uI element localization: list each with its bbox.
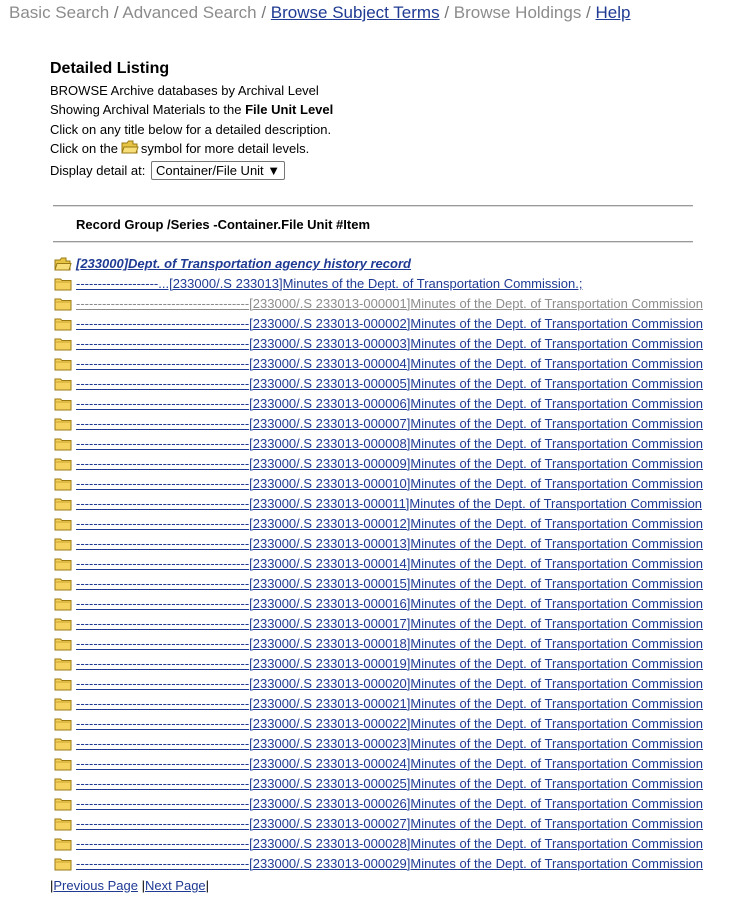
display-detail-select[interactable]	[151, 161, 285, 180]
file-unit-row	[54, 574, 714, 594]
folder-icon[interactable]	[54, 797, 72, 811]
folder-icon[interactable]	[54, 537, 72, 551]
file-unit-indent: ----------------------------------------	[76, 536, 250, 551]
file-unit-indent: ----------------------------------------	[76, 356, 250, 371]
file-unit-indent: ----------------------------------------	[76, 516, 250, 531]
folder-icon[interactable]	[54, 577, 72, 591]
symbol-prefix: Click on the	[50, 141, 118, 156]
file-unit-label: [233000/.S 233013-000016]Minutes of the Dept. of Transportation Commission	[249, 596, 704, 611]
file-unit-indent: ----------------------------------------	[76, 836, 250, 851]
file-unit-indent: ----------------------------------------	[76, 756, 250, 771]
file-unit-row	[54, 754, 714, 774]
pager	[50, 878, 209, 893]
file-unit-label: [233000/.S 233013-000019]Minutes of the Dept. of Transportation Commission	[249, 656, 704, 671]
file-unit-row	[54, 854, 714, 874]
top-navigation	[9, 3, 630, 23]
file-unit-link[interactable]	[76, 534, 703, 554]
file-unit-link[interactable]	[76, 394, 703, 414]
file-unit-indent: ----------------------------------------	[76, 856, 250, 871]
open-folder-icon[interactable]	[54, 257, 72, 271]
folder-icon[interactable]	[54, 457, 72, 471]
file-unit-label: [233000/.S 233013-000004]Minutes of the Dept. of Transportation Commission	[249, 356, 704, 371]
file-unit-indent: ----------------------------------------	[76, 576, 250, 591]
file-unit-row	[54, 374, 714, 394]
file-unit-indent: ----------------------------------------	[76, 396, 250, 411]
file-unit-row	[54, 294, 714, 314]
file-unit-link[interactable]	[76, 354, 703, 374]
file-unit-indent: ----------------------------------------	[76, 616, 250, 631]
nav-advanced-search[interactable]: Advanced Search	[122, 3, 257, 22]
file-unit-row	[54, 714, 714, 734]
file-unit-link[interactable]	[76, 574, 703, 594]
folder-icon[interactable]	[54, 657, 72, 671]
file-unit-label: [233000/.S 233013-000027]Minutes of the Dept. of Transportation Commission	[249, 816, 704, 831]
file-unit-label: [233000/.S 233013-000006]Minutes of the Dept. of Transportation Commission	[249, 396, 704, 411]
intro-section	[50, 59, 333, 180]
file-unit-row	[54, 654, 714, 674]
folder-icon[interactable]	[54, 397, 72, 411]
folder-icon[interactable]	[54, 777, 72, 791]
folder-icon[interactable]	[54, 517, 72, 531]
file-unit-label: [233000/.S 233013-000014]Minutes of the Dept. of Transportation Commission	[249, 556, 704, 571]
folder-icon[interactable]	[54, 737, 72, 751]
file-unit-row	[54, 494, 714, 514]
display-detail-row	[50, 161, 333, 181]
file-unit-link[interactable]	[76, 834, 703, 854]
file-unit-indent: ----------------------------------------	[76, 636, 250, 651]
file-unit-label: [233000/.S 233013-000007]Minutes of the Dept. of Transportation Commission	[249, 416, 704, 431]
file-unit-indent: ----------------------------------------	[76, 416, 250, 431]
file-unit-link[interactable]	[76, 334, 703, 354]
file-unit-link[interactable]	[76, 554, 703, 574]
folder-icon[interactable]	[54, 617, 72, 631]
file-unit-link[interactable]	[76, 314, 703, 334]
file-unit-link[interactable]	[76, 814, 703, 834]
file-unit-link[interactable]	[76, 774, 703, 794]
divider-top	[53, 205, 693, 207]
display-detail-label: Display detail at:	[50, 162, 146, 178]
file-unit-link[interactable]	[76, 514, 703, 534]
file-unit-label: [233000/.S 233013-000010]Minutes of the Dept. of Transportation Commission	[249, 476, 704, 491]
pager-separator: |	[50, 878, 54, 893]
file-unit-indent: ----------------------------------------	[76, 656, 250, 671]
folder-icon[interactable]	[54, 417, 72, 431]
folder-icon[interactable]	[54, 837, 72, 851]
file-unit-row	[54, 474, 714, 494]
level-prefix: Showing Archival Materials to the	[50, 102, 246, 117]
nav-browse-subject-terms[interactable]: Browse Subject Terms	[270, 3, 440, 22]
file-unit-row	[54, 614, 714, 634]
pager-separator: |	[137, 878, 145, 893]
file-unit-label: [233000/.S 233013-000009]Minutes of the Dept. of Transportation Commission	[249, 456, 704, 471]
file-unit-link[interactable]	[76, 694, 703, 714]
folder-icon[interactable]	[54, 497, 72, 511]
file-unit-label: [233000/.S 233013-000018]Minutes of the Dept. of Transportation Commission	[249, 636, 704, 651]
intro-line-symbol	[50, 139, 333, 159]
file-unit-label: [233000/.S 233013-000002]Minutes of the Dept. of Transportation Commission	[249, 316, 704, 331]
folder-icon[interactable]	[54, 557, 72, 571]
series-row	[54, 274, 714, 294]
file-unit-list	[54, 294, 714, 874]
file-unit-link[interactable]	[76, 794, 703, 814]
file-unit-label: [233000/.S 233013-000017]Minutes of the Dept. of Transportation Commission	[249, 616, 704, 631]
file-unit-row	[54, 814, 714, 834]
file-unit-indent: ----------------------------------------	[76, 556, 250, 571]
nav-separator: /	[109, 3, 123, 22]
file-unit-indent: ----------------------------------------	[76, 816, 250, 831]
file-unit-label: [233000/.S 233013-000005]Minutes of the Dept. of Transportation Commission	[249, 376, 704, 391]
nav-help[interactable]: Help	[595, 3, 631, 22]
file-unit-label: [233000/.S 233013-000021]Minutes of the Dept. of Transportation Commission	[249, 696, 704, 711]
folder-icon[interactable]	[54, 717, 72, 731]
next-page-link[interactable]: Next Page	[144, 878, 206, 893]
record-group-row	[54, 254, 714, 274]
file-unit-indent: ----------------------------------------	[76, 776, 250, 791]
file-unit-row	[54, 334, 714, 354]
nav-basic-search[interactable]: Basic Search	[9, 3, 110, 22]
file-unit-indent: ----------------------------------------	[76, 496, 250, 511]
intro-line-browse: BROWSE Archive databases by Archival Level	[50, 82, 319, 98]
folder-icon[interactable]	[54, 477, 72, 491]
folder-icon[interactable]	[54, 637, 72, 651]
intro-line-level	[50, 100, 333, 120]
file-unit-link[interactable]	[76, 634, 703, 654]
file-unit-label: [233000/.S 233013-000008]Minutes of the Dept. of Transportation Commission	[249, 436, 704, 451]
file-unit-label: [233000/.S 233013-000024]Minutes of the Dept. of Transportation Commission	[249, 756, 704, 771]
folder-icon[interactable]	[54, 317, 72, 331]
file-unit-label: [233000/.S 233013-000012]Minutes of the Dept. of Transportation Commission	[249, 516, 704, 531]
file-unit-row	[54, 414, 714, 434]
previous-page-link[interactable]: Previous Page	[53, 878, 138, 893]
file-unit-row	[54, 454, 714, 474]
file-unit-label: [233000/.S 233013-000026]Minutes of the Dept. of Transportation Commission	[249, 796, 704, 811]
folder-icon[interactable]	[54, 857, 72, 871]
file-unit-link[interactable]	[76, 494, 702, 514]
file-unit-row	[54, 734, 714, 754]
level-value: File Unit Level	[245, 102, 334, 117]
file-unit-link[interactable]	[76, 474, 703, 494]
file-unit-indent: ----------------------------------------	[76, 296, 250, 311]
file-unit-label: [233000/.S 233013-000003]Minutes of the Dept. of Transportation Commission	[249, 336, 704, 351]
file-unit-label: [233000/.S 233013-000029]Minutes of the Dept. of Transportation Commission	[249, 856, 704, 871]
archive-listing	[54, 254, 714, 874]
file-unit-indent: ----------------------------------------	[76, 716, 250, 731]
file-unit-row	[54, 694, 714, 714]
file-unit-indent: ----------------------------------------	[76, 436, 250, 451]
file-unit-label: [233000/.S 233013-000025]Minutes of the Dept. of Transportation Commission	[249, 776, 704, 791]
pager-separator: |	[205, 878, 210, 893]
file-unit-row	[54, 774, 714, 794]
file-unit-indent: ----------------------------------------	[76, 796, 250, 811]
nav-separator: /	[256, 3, 271, 22]
file-unit-row	[54, 794, 714, 814]
file-unit-indent: ----------------------------------------	[76, 676, 250, 691]
file-unit-label: [233000/.S 233013-000011]Minutes of the Dept. of Transportation Commission	[249, 496, 703, 511]
file-unit-link[interactable]	[76, 454, 703, 474]
file-unit-row	[54, 394, 714, 414]
file-unit-indent: ----------------------------------------	[76, 376, 250, 391]
file-unit-link[interactable]	[76, 434, 703, 454]
file-unit-row	[54, 314, 714, 334]
folder-icon[interactable]	[54, 677, 72, 691]
file-unit-link[interactable]	[76, 614, 703, 634]
folder-icon[interactable]	[54, 277, 72, 291]
file-unit-row	[54, 674, 714, 694]
folder-icon[interactable]	[54, 337, 72, 351]
intro-line-click-title: Click on any title below for a detailed description.	[50, 121, 332, 137]
folder-icon[interactable]	[54, 437, 72, 451]
file-unit-link[interactable]	[76, 674, 703, 694]
file-unit-row	[54, 634, 714, 654]
series-link[interactable]: -------------------...[233000/.S 233013]Minutes of the Dept. of Transportation Commission.;	[76, 276, 583, 291]
file-unit-indent: ----------------------------------------	[76, 316, 250, 331]
file-unit-row	[54, 554, 714, 574]
column-header: Record Group /Series -Container.File Unit #Item	[76, 217, 371, 232]
open-folder-icon	[121, 139, 139, 155]
file-unit-label: [233000/.S 233013-000028]Minutes of the Dept. of Transportation Commission	[249, 836, 704, 851]
folder-icon[interactable]	[54, 297, 72, 311]
file-unit-row	[54, 514, 714, 534]
file-unit-row	[54, 534, 714, 554]
file-unit-label: [233000/.S 233013-000013]Minutes of the Dept. of Transportation Commission	[249, 536, 704, 551]
folder-icon[interactable]	[54, 377, 72, 391]
file-unit-row	[54, 434, 714, 454]
file-unit-label: [233000/.S 233013-000023]Minutes of the Dept. of Transportation Commission	[249, 736, 704, 751]
file-unit-link[interactable]	[76, 294, 703, 314]
file-unit-row	[54, 354, 714, 374]
folder-icon[interactable]	[54, 757, 72, 771]
folder-icon[interactable]	[54, 597, 72, 611]
symbol-suffix: symbol for more detail levels.	[140, 141, 310, 156]
file-unit-link[interactable]	[76, 754, 703, 774]
file-unit-indent: ----------------------------------------	[76, 456, 250, 471]
file-unit-indent: ----------------------------------------	[76, 336, 250, 351]
file-unit-link[interactable]	[76, 714, 703, 734]
file-unit-link[interactable]	[76, 414, 703, 434]
page-title: Detailed Listing	[50, 60, 170, 77]
file-unit-label: [233000/.S 233013-000020]Minutes of the Dept. of Transportation Commission	[249, 676, 704, 691]
folder-icon[interactable]	[54, 697, 72, 711]
file-unit-link[interactable]	[76, 594, 703, 614]
file-unit-label: [233000/.S 233013-000022]Minutes of the Dept. of Transportation Commission	[249, 716, 704, 731]
file-unit-link[interactable]	[76, 374, 703, 394]
file-unit-label: [233000/.S 233013-000015]Minutes of the Dept. of Transportation Commission	[249, 576, 704, 591]
file-unit-indent: ----------------------------------------	[76, 596, 250, 611]
file-unit-link[interactable]	[76, 854, 703, 874]
nav-browse-holdings[interactable]: Browse Holdings	[453, 3, 582, 22]
record-group-link[interactable]: [233000]Dept. of Transportation agency history record	[76, 256, 411, 271]
file-unit-link[interactable]	[76, 654, 703, 674]
divider-bottom	[53, 241, 693, 243]
file-unit-row	[54, 834, 714, 854]
file-unit-indent: ----------------------------------------	[76, 736, 250, 751]
file-unit-link[interactable]	[76, 734, 703, 754]
nav-separator: /	[439, 3, 454, 22]
nav-separator: /	[581, 3, 596, 22]
chevron-down-icon: ▼	[267, 162, 281, 178]
display-detail-value: Container/File Unit	[156, 162, 264, 178]
folder-icon[interactable]	[54, 357, 72, 371]
file-unit-indent: ----------------------------------------	[76, 476, 250, 491]
file-unit-row	[54, 594, 714, 614]
file-unit-label: [233000/.S 233013-000001]Minutes of the Dept. of Transportation Commission	[249, 296, 704, 311]
file-unit-indent: ----------------------------------------	[76, 696, 250, 711]
folder-icon[interactable]	[54, 817, 72, 831]
